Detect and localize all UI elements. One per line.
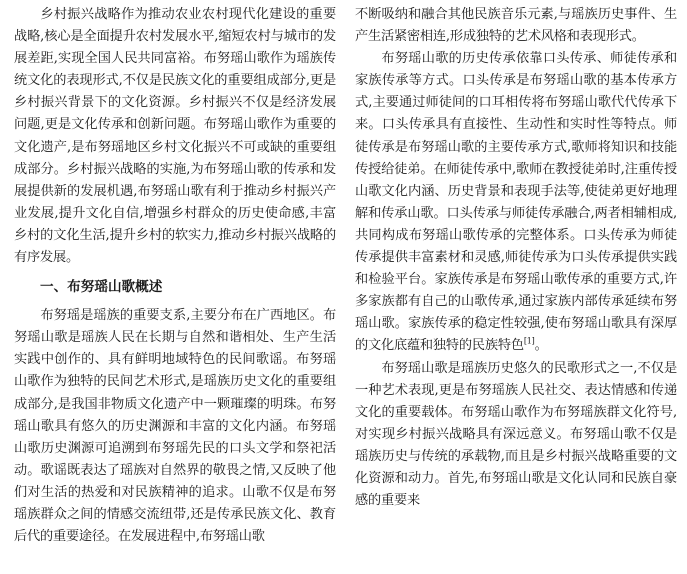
transmission-paragraph-end: 。 <box>534 338 548 354</box>
right-column <box>355 4 677 512</box>
significance-paragraph: 布努瑶山歌是瑶族历史悠久的民歌形式之一,不仅是一种艺术表现,更是布努瑶族人民社交、表达情感和传递文化的重要载体。布努瑶山歌作为布努瑶族群文化符号,对实现乡村振兴战略具有深远意义。布努瑶山歌不仅是瑶族历史与传统的承载物,而且是乡村振兴战略重要的文化资源和动力。首先,布努瑶山歌是文化认同和民族自豪感的重要来 <box>355 360 677 509</box>
overview-paragraph: 布努瑶是瑶族的重要支系,主要分布在广西地区。布努瑶山歌是瑶族人民在长期与自然和谐相处、生产生活实践中创作的、具有鲜明地域特色的民间歌谣。布努瑶山歌作为独特的民间艺术形式,是瑶族历史文化的重要组成部分,是我国非物质文化遗产中一颗璀璨的明珠。布努瑶山歌具有悠久的历史渊源和丰富的文化内涵。布努瑶山歌历史渊源可追溯到布努瑶先民的口头文学和祭祀活动。歌谣既表达了瑶族对自然界的敬畏之情,又反映了他们对生活的热爱和对民族精神的追求。山歌不仅是布努瑶族群众之间的情感交流纽带,还是传承民族文化、教育后代的重要途径。在发展进程中,布努瑶山歌 <box>14 308 336 545</box>
transmission-paragraph-text: 布努瑶山歌的历史传承依靠口头传承、师徒传承和家族传承等方式。口头传承是布努瑶山歌的基本传承方式,主要通过师徒间的口耳相传将布努瑶山歌代代传承下来。口头传承具有直接性、生动性和实时性等特点。师徒传承是布努瑶山歌的主要传承方式,歌师将知识和技能传授给徒弟。在师徒传承中,歌师在教授徒弟时,注重传授山歌文化内涵、历史背景和表现手法等,使徒弟更好地理解和传承山歌。口头传承与师徒传承融合,两者相辅相成,共同构成布努瑶山歌传承的完整体系。口头传承为师徒传承提供丰富素材和灵感,师徒传承为口头传承提供实践和检验平台。家族传承是布努瑶山歌传承的重要方式,许多家族都有自己的山歌传承,通过家族内部传承延续布努瑶山歌。家族传承的稳定性较强,使布努瑶山歌具有深厚的文化底蕴和独特的民族特色 <box>355 51 677 354</box>
citation-marker: [1] <box>523 337 535 347</box>
intro-paragraph: 乡村振兴战略作为推动农业农村现代化建设的重要战略,核心是全面提升农村发展水平,缩短农村与城市的发展差距,实现全国人民共同富裕。布努瑶山歌作为瑶族传统文化的表现形式,不仅是民族文化的重要组成部分,更是乡村振兴背景下的文化资源。乡村振兴不仅是经济发展问题,更是文化传承和创新问题。布努瑶山歌作为重要的文化遗产,是布努瑶地区乡村文化振兴不可或缺的重要组成部分。乡村振兴战略的实施,为布努瑶山歌的传承和发展提供新的发展机遇,布努瑶山歌有利于推动乡村振兴产业发展,提升文化自信,增强乡村群众的历史使命感,丰富乡村的文化生活,提升乡村的软实力,推动乡村振兴战略的有序发展。 <box>14 7 336 266</box>
transmission-paragraph <box>355 48 677 357</box>
overview-paragraph-continued: 不断吸纳和融合其他民族音乐元素,与瑶族历史事件、生产生活紧密相连,形成独特的艺术风格和表现形式。 <box>355 7 677 45</box>
section-heading: 一、布努瑶山歌概述 <box>40 279 163 296</box>
left-column <box>14 4 336 548</box>
